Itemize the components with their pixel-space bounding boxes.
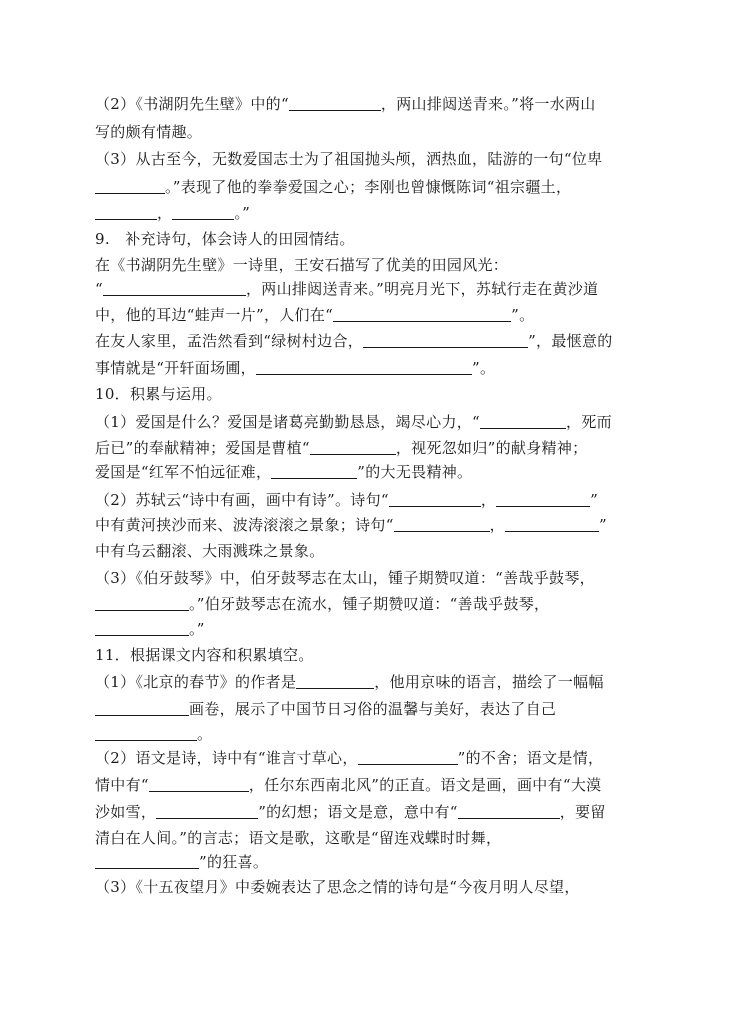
q10-2-line-1 xyxy=(95,488,598,512)
fill-blank[interactable] xyxy=(394,515,490,532)
text-segment: ” xyxy=(590,491,599,509)
q8-3-line-3 xyxy=(95,201,250,225)
text-segment: 在友人家里，孟浩然看到“绿树村边合， xyxy=(95,332,364,350)
text-segment: （2）语文是诗，诗中有“谁言寸草心， xyxy=(95,749,358,767)
q8-2-line-2 xyxy=(95,120,202,144)
fill-blank[interactable] xyxy=(103,279,246,296)
text-segment: ”。 xyxy=(471,359,496,377)
q10-3-line-2 xyxy=(95,592,549,616)
question-title: 10．积累与运用。 xyxy=(95,385,222,403)
question-title: 11．根据课文内容和积累填空。 xyxy=(95,646,314,664)
text-segment: 。” xyxy=(234,204,251,222)
q10-2-line-3 xyxy=(95,539,325,563)
text-segment: （3）《十五夜望月》中委婉表达了思念之情的诗句是“今夜月明人尽望， xyxy=(95,878,580,896)
q11-2-line-3 xyxy=(95,800,606,824)
fill-blank[interactable] xyxy=(271,462,357,479)
fill-blank[interactable] xyxy=(95,699,189,716)
q11-1-line-3 xyxy=(95,722,212,746)
fill-blank[interactable] xyxy=(149,775,249,792)
text-segment: ， xyxy=(157,204,173,222)
text-segment: ”的不舍；语文是情， xyxy=(457,749,604,767)
q11-2-line-2 xyxy=(95,773,601,797)
text-segment: ，死而 xyxy=(566,413,612,431)
text-segment: 中有黄河挟沙而来、波涛滚滚之景象；诗句“ xyxy=(95,516,394,534)
fill-blank[interactable] xyxy=(256,358,472,375)
text-segment: （3）《伯牙鼓琴》中，伯牙鼓琴志在太山，锺子期赞叹道：“善哉乎鼓琴， xyxy=(95,569,595,587)
text-segment: 后已”的奉献精神；爱国是曹植“ xyxy=(95,439,310,457)
q11-2-line-5 xyxy=(95,850,268,874)
text-segment: ，两山排闼送青来。”将一水两山 xyxy=(380,95,596,113)
text-segment: （1）爱国是什么？爱国是诸葛亮勤勤恳恳，竭尽心力，“ xyxy=(95,413,481,431)
text-segment: 在《书湖阴先生壁》一诗里，王安石描写了优美的田园风光： xyxy=(95,256,509,274)
q11-2-line-1 xyxy=(95,746,603,770)
text-segment: ”的大无畏精神。 xyxy=(357,463,473,481)
text-segment: ，视死忽如归”的献身精神； xyxy=(395,439,588,457)
q9-line-3 xyxy=(95,303,534,327)
q11-3-line-1 xyxy=(95,875,580,899)
fill-blank[interactable] xyxy=(333,305,511,322)
text-segment: ， xyxy=(489,516,505,534)
text-segment: 。” xyxy=(189,620,205,638)
fill-blank[interactable] xyxy=(289,94,381,111)
text-segment: ”的幻想；语文是意，意中有“ xyxy=(258,803,458,821)
text-segment: 沙如雪， xyxy=(95,803,157,821)
fill-blank[interactable] xyxy=(95,724,197,741)
q10-1-line-1 xyxy=(95,410,612,434)
text-segment: 。”伯牙鼓琴志在流水，锺子期赞叹道：“善哉乎鼓琴， xyxy=(189,595,550,613)
text-segment: 画卷，展示了中国节日习俗的温馨与美好，表达了自己 xyxy=(189,700,557,718)
q9-heading xyxy=(95,227,355,251)
q8-3-line-1 xyxy=(95,147,602,171)
q10-1-line-3 xyxy=(95,460,472,484)
q11-1-line-1 xyxy=(95,670,604,694)
text-segment: 清白在人间。”的言志；语文是歌，这歌是“留连戏蝶时时舞， xyxy=(95,829,502,847)
fill-blank[interactable] xyxy=(358,748,458,765)
fill-blank[interactable] xyxy=(496,490,590,507)
text-segment: （1）《北京的春节》的作者是 xyxy=(95,673,297,691)
text-segment: 情中有“ xyxy=(95,776,149,794)
q9-line-4 xyxy=(95,329,613,353)
text-segment: ，两山排闼送青来。”明亮月光下，苏轼行走在黄沙道 xyxy=(245,280,599,298)
q10-3-line-1 xyxy=(95,566,595,590)
q11-1-line-2 xyxy=(95,697,556,721)
fill-blank[interactable] xyxy=(156,802,258,819)
q8-3-line-2 xyxy=(95,175,571,199)
text-segment: 事情就是“开轩面场圃， xyxy=(95,359,256,377)
q10-1-line-2 xyxy=(95,436,587,460)
question-title: 9. 补充诗句，体会诗人的田园情结。 xyxy=(95,230,355,248)
q10-2-line-2 xyxy=(95,513,607,537)
text-segment: ，要留 xyxy=(559,803,606,821)
text-segment: ，他用京味的语言，描绘了一幅幅 xyxy=(374,673,604,691)
text-segment: ” xyxy=(598,516,607,534)
text-segment: （2）苏轼云“诗中有画，画中有诗”。诗句“ xyxy=(95,491,389,509)
text-segment: ，任尔东西南北风”的正直。语文是画，画中有“大漠 xyxy=(248,776,602,794)
q9-line-1 xyxy=(95,253,508,277)
fill-blank[interactable] xyxy=(310,438,396,455)
text-segment: ， xyxy=(480,491,497,509)
text-segment: 中有乌云翻滚、大雨溅珠之景象。 xyxy=(95,542,325,560)
fill-blank[interactable] xyxy=(95,594,189,611)
fill-blank[interactable] xyxy=(389,490,481,507)
fill-blank[interactable] xyxy=(296,672,374,689)
fill-blank[interactable] xyxy=(95,852,199,869)
fill-blank[interactable] xyxy=(505,515,599,532)
fill-blank[interactable] xyxy=(95,203,157,220)
text-segment: 中，他的耳边“蛙声一片”，人们在“ xyxy=(95,306,334,324)
q8-2-line-1 xyxy=(95,92,596,116)
fill-blank[interactable] xyxy=(95,177,165,194)
text-segment: 爱国是“红军不怕远征难， xyxy=(95,463,272,481)
q11-2-line-4 xyxy=(95,826,501,850)
fill-blank[interactable] xyxy=(363,331,528,348)
text-segment: “ xyxy=(95,280,103,298)
text-segment: ”，最惬意的 xyxy=(528,332,613,350)
text-segment: 。”表现了他的拳拳爱国之心；李刚也曾慷慨陈词“祖宗疆土， xyxy=(165,178,572,196)
q9-line-5 xyxy=(95,356,495,380)
q9-line-2 xyxy=(95,277,598,301)
q10-3-line-3 xyxy=(95,617,205,641)
text-segment: 。 xyxy=(197,725,213,743)
text-segment: （2）《书湖阴先生壁》中的“ xyxy=(95,95,289,113)
fill-blank[interactable] xyxy=(172,203,234,220)
text-segment: （3）从古至今，无数爱国志士为了祖国抛头颅，洒热血，陆游的一句“位卑 xyxy=(95,150,603,168)
text-segment: ”。 xyxy=(511,306,535,324)
text-segment: 写的颇有情趣。 xyxy=(95,123,203,141)
fill-blank[interactable] xyxy=(480,412,566,429)
q11-heading xyxy=(95,643,314,667)
q10-heading xyxy=(95,382,222,406)
fill-blank[interactable] xyxy=(458,802,560,819)
text-segment: ”的狂喜。 xyxy=(199,853,269,871)
fill-blank[interactable] xyxy=(95,619,189,636)
